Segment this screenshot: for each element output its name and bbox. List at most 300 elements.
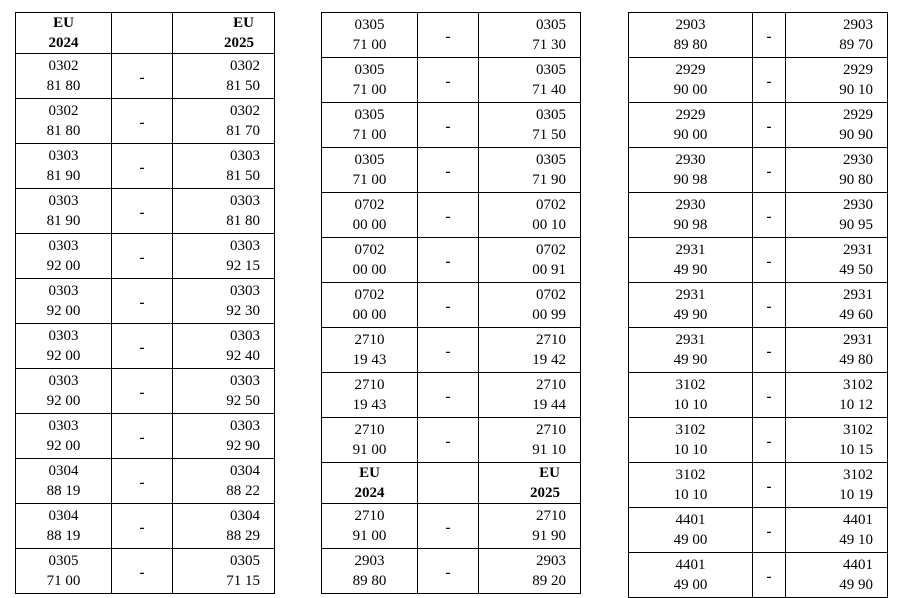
- code-heading: 0702: [536, 287, 566, 303]
- eu-2024-code-cell: [16, 54, 112, 99]
- eu-2024-code-cell: [629, 193, 753, 238]
- code-subheading: 81 90: [46, 213, 81, 229]
- code-heading: 4401: [675, 512, 706, 528]
- eu-2024-code-cell: [629, 13, 753, 58]
- eu-2025-code-cell: [479, 103, 581, 148]
- separator-dash: -: [753, 58, 786, 103]
- code-heading: 2931: [843, 332, 873, 348]
- table-row: [16, 504, 275, 549]
- eu-2025-code-cell: [786, 58, 888, 103]
- separator-dash: -: [753, 463, 786, 508]
- separator-dash: -: [418, 238, 479, 283]
- eu-2025-code-cell: [173, 13, 275, 54]
- code-subheading: 19 43: [352, 397, 387, 413]
- eu-2025-code-cell: [786, 508, 888, 553]
- eu-2024-code-cell: [322, 418, 418, 463]
- eu-2024-code-cell: [629, 508, 753, 553]
- eu-2025-code-cell: [173, 54, 275, 99]
- code-heading: 0302: [48, 103, 79, 119]
- separator-dash: -: [418, 193, 479, 238]
- correlation-table-1: [15, 12, 275, 594]
- code-subheading: 89 80: [352, 573, 387, 589]
- code-subheading: 92 00: [46, 258, 81, 274]
- column-header-line: 2025: [530, 485, 560, 501]
- code-heading: 2930: [843, 152, 873, 168]
- table-row: [322, 193, 581, 238]
- code-heading: 0305: [230, 553, 260, 569]
- table-row: [629, 328, 888, 373]
- eu-2025-code-cell: [479, 418, 581, 463]
- eu-2024-code-cell: [16, 99, 112, 144]
- code-heading: 0702: [536, 242, 566, 258]
- table-row: [16, 369, 275, 414]
- code-subheading: 90 98: [673, 217, 708, 233]
- eu-2025-code-cell: [786, 283, 888, 328]
- code-heading: 2931: [843, 242, 873, 258]
- code-subheading: 71 90: [532, 172, 566, 188]
- code-subheading: 00 00: [352, 307, 387, 323]
- eu-2025-code-cell: [479, 373, 581, 418]
- eu-2025-code-cell: [173, 279, 275, 324]
- separator-dash: -: [753, 373, 786, 418]
- code-heading: 2930: [675, 197, 706, 213]
- code-heading: 0305: [354, 107, 385, 123]
- eu-2025-code-cell: [173, 144, 275, 189]
- code-subheading: 71 00: [352, 82, 387, 98]
- table-row: [629, 238, 888, 283]
- eu-2025-code-cell: [479, 328, 581, 373]
- table-row: [629, 13, 888, 58]
- eu-2025-code-cell: [786, 103, 888, 148]
- eu-2025-code-cell: [479, 463, 581, 504]
- code-subheading: 88 29: [226, 528, 260, 544]
- code-heading: 0303: [48, 148, 79, 164]
- eu-2025-code-cell: [479, 148, 581, 193]
- code-heading: 0304: [48, 508, 79, 524]
- column-header-line: 2025: [224, 35, 254, 51]
- column-header-line: EU: [359, 465, 380, 481]
- eu-2025-code-cell: [786, 193, 888, 238]
- table-body: [629, 13, 888, 598]
- code-heading: 0303: [230, 238, 260, 254]
- eu-2024-code-cell: [322, 58, 418, 103]
- eu-2024-code-cell: [16, 189, 112, 234]
- code-heading: 4401: [843, 512, 873, 528]
- code-heading: 2929: [675, 62, 706, 78]
- code-heading: 0305: [48, 553, 79, 569]
- code-heading: 2931: [675, 287, 706, 303]
- eu-2024-code-cell: [322, 549, 418, 594]
- code-heading: 2903: [843, 17, 873, 33]
- eu-2025-code-cell: [173, 369, 275, 414]
- code-heading: 0702: [536, 197, 566, 213]
- code-heading: 0305: [354, 17, 385, 33]
- separator-dash: -: [112, 144, 173, 189]
- eu-2025-code-cell: [786, 373, 888, 418]
- eu-2024-code-cell: [629, 283, 753, 328]
- eu-2025-code-cell: [479, 193, 581, 238]
- eu-2025-code-cell: [173, 189, 275, 234]
- code-heading: 0303: [48, 283, 79, 299]
- separator-dash: -: [753, 148, 786, 193]
- code-heading: 2710: [536, 332, 566, 348]
- code-subheading: 49 90: [673, 352, 708, 368]
- code-subheading: 49 00: [673, 532, 708, 548]
- code-heading: 0305: [536, 107, 566, 123]
- eu-2024-code-cell: [16, 504, 112, 549]
- table-row: [16, 549, 275, 594]
- table-row: [322, 13, 581, 58]
- code-heading: 2931: [675, 242, 706, 258]
- code-heading: 0305: [536, 17, 566, 33]
- code-heading: 0702: [354, 197, 385, 213]
- code-subheading: 81 70: [226, 123, 260, 139]
- code-subheading: 88 19: [46, 483, 81, 499]
- separator-dash: -: [418, 549, 479, 594]
- eu-2024-code-cell: [322, 238, 418, 283]
- code-heading: 2903: [536, 553, 566, 569]
- column-header-line: EU: [53, 15, 74, 31]
- eu-2024-code-cell: [322, 504, 418, 549]
- eu-2025-code-cell: [786, 148, 888, 193]
- code-heading: 0702: [354, 242, 385, 258]
- eu-2024-code-cell: [629, 373, 753, 418]
- eu-2024-code-cell: [16, 549, 112, 594]
- separator-dash: -: [112, 504, 173, 549]
- correlation-table-2: [321, 12, 581, 594]
- column-header-line: 2024: [48, 35, 79, 51]
- column-header-line: 2024: [354, 485, 385, 501]
- code-heading: 0303: [48, 193, 79, 209]
- eu-2024-code-cell: [322, 283, 418, 328]
- code-subheading: 81 80: [46, 123, 81, 139]
- code-heading: 3102: [675, 467, 706, 483]
- code-subheading: 19 42: [532, 352, 566, 368]
- code-subheading: 00 10: [532, 217, 566, 233]
- table-row: [322, 103, 581, 148]
- code-heading: 2931: [843, 287, 873, 303]
- code-subheading: 89 70: [839, 37, 873, 53]
- code-heading: 2710: [354, 377, 385, 393]
- code-heading: 3102: [843, 377, 873, 393]
- table-row: [629, 373, 888, 418]
- eu-2024-code-cell: [629, 418, 753, 463]
- separator-dash: -: [418, 328, 479, 373]
- code-subheading: 49 90: [673, 262, 708, 278]
- eu-2025-code-cell: [479, 283, 581, 328]
- code-subheading: 71 40: [532, 82, 566, 98]
- code-heading: 2903: [354, 553, 385, 569]
- table-row: [629, 463, 888, 508]
- eu-2024-code-cell: [629, 58, 753, 103]
- code-heading: 0305: [536, 62, 566, 78]
- table-row: [629, 193, 888, 238]
- code-subheading: 90 98: [673, 172, 708, 188]
- eu-2024-code-cell: [629, 463, 753, 508]
- code-subheading: 90 00: [673, 127, 708, 143]
- code-subheading: 92 00: [46, 393, 81, 409]
- code-heading: 0303: [230, 148, 260, 164]
- code-subheading: 49 10: [839, 532, 873, 548]
- code-heading: 2710: [536, 377, 566, 393]
- separator-dash: -: [753, 13, 786, 58]
- separator-dash: -: [112, 459, 173, 504]
- code-subheading: 71 30: [532, 37, 566, 53]
- table-body: [322, 13, 581, 594]
- separator-dash: -: [112, 54, 173, 99]
- separator-dash: -: [112, 279, 173, 324]
- separator-dash: -: [418, 58, 479, 103]
- table-row: [16, 279, 275, 324]
- code-heading: 0304: [48, 463, 79, 479]
- separator-dash: -: [112, 234, 173, 279]
- eu-2025-code-cell: [479, 504, 581, 549]
- code-heading: 0305: [354, 152, 385, 168]
- code-heading: 2931: [675, 332, 706, 348]
- code-heading: 0303: [48, 238, 79, 254]
- table-row: [322, 328, 581, 373]
- code-heading: 0303: [48, 418, 79, 434]
- code-subheading: 92 00: [46, 303, 81, 319]
- code-subheading: 00 00: [352, 217, 387, 233]
- code-heading: 0304: [230, 463, 260, 479]
- code-subheading: 92 40: [226, 348, 260, 364]
- code-subheading: 91 90: [532, 528, 566, 544]
- code-heading: 0304: [230, 508, 260, 524]
- column-header-line: EU: [539, 465, 560, 481]
- separator-dash: -: [112, 189, 173, 234]
- table-row: [629, 553, 888, 598]
- code-subheading: 91 00: [352, 442, 387, 458]
- code-heading: 2710: [536, 422, 566, 438]
- eu-2024-code-cell: [322, 373, 418, 418]
- code-heading: 2903: [675, 17, 706, 33]
- eu-2025-code-cell: [786, 463, 888, 508]
- correlation-table-3: [628, 12, 888, 598]
- separator-dash: -: [418, 504, 479, 549]
- empty-header-cell: [418, 463, 479, 504]
- eu-2025-code-cell: [173, 549, 275, 594]
- code-subheading: 92 15: [226, 258, 260, 274]
- code-heading: 0303: [230, 328, 260, 344]
- code-heading: 2929: [843, 62, 873, 78]
- separator-dash: -: [418, 283, 479, 328]
- eu-2024-code-cell: [16, 13, 112, 54]
- code-heading: 0305: [536, 152, 566, 168]
- table-row: [16, 459, 275, 504]
- table-row: [322, 238, 581, 283]
- code-subheading: 91 00: [352, 528, 387, 544]
- table-row: [322, 418, 581, 463]
- code-heading: 0303: [230, 193, 260, 209]
- code-subheading: 71 00: [352, 127, 387, 143]
- table-row: [322, 148, 581, 193]
- separator-dash: -: [418, 13, 479, 58]
- header-row: [16, 13, 275, 54]
- eu-2025-code-cell: [786, 238, 888, 283]
- code-subheading: 71 15: [226, 573, 260, 589]
- eu-2025-code-cell: [173, 504, 275, 549]
- eu-2024-code-cell: [322, 148, 418, 193]
- separator-dash: -: [753, 553, 786, 598]
- code-subheading: 49 90: [839, 577, 873, 593]
- eu-2025-code-cell: [479, 549, 581, 594]
- code-subheading: 71 00: [352, 37, 387, 53]
- separator-dash: -: [753, 103, 786, 148]
- eu-2024-code-cell: [16, 234, 112, 279]
- table-row: [322, 549, 581, 594]
- code-heading: 3102: [843, 422, 873, 438]
- code-subheading: 91 10: [532, 442, 566, 458]
- table-row: [629, 283, 888, 328]
- code-subheading: 19 44: [532, 397, 566, 413]
- code-heading: 0305: [354, 62, 385, 78]
- eu-2024-code-cell: [629, 328, 753, 373]
- code-heading: 0702: [354, 287, 385, 303]
- eu-2025-code-cell: [786, 13, 888, 58]
- table-row: [629, 58, 888, 103]
- eu-2025-code-cell: [479, 58, 581, 103]
- header-row: [322, 463, 581, 504]
- code-heading: 0303: [230, 373, 260, 389]
- table-row: [322, 504, 581, 549]
- code-subheading: 10 10: [673, 487, 708, 503]
- code-subheading: 81 90: [46, 168, 81, 184]
- eu-2024-code-cell: [322, 328, 418, 373]
- table-row: [16, 99, 275, 144]
- column-header-line: EU: [233, 15, 254, 31]
- code-subheading: 92 30: [226, 303, 260, 319]
- code-heading: 0302: [48, 58, 79, 74]
- code-heading: 0303: [48, 328, 79, 344]
- code-subheading: 49 00: [673, 577, 708, 593]
- code-subheading: 81 80: [226, 213, 260, 229]
- code-heading: 0302: [230, 103, 260, 119]
- eu-2025-code-cell: [786, 328, 888, 373]
- eu-2025-code-cell: [173, 459, 275, 504]
- separator-dash: -: [112, 369, 173, 414]
- code-subheading: 81 50: [226, 168, 260, 184]
- code-subheading: 49 80: [839, 352, 873, 368]
- eu-2024-code-cell: [322, 13, 418, 58]
- code-subheading: 10 10: [673, 442, 708, 458]
- eu-2024-code-cell: [16, 459, 112, 504]
- eu-2024-code-cell: [322, 103, 418, 148]
- table-row: [16, 414, 275, 459]
- eu-2025-code-cell: [786, 418, 888, 463]
- table-row: [16, 189, 275, 234]
- eu-2024-code-cell: [629, 238, 753, 283]
- table-row: [629, 103, 888, 148]
- eu-2025-code-cell: [173, 99, 275, 144]
- separator-dash: -: [112, 99, 173, 144]
- eu-2024-code-cell: [16, 414, 112, 459]
- code-subheading: 90 95: [839, 217, 873, 233]
- code-subheading: 88 22: [226, 483, 260, 499]
- code-heading: 2710: [354, 332, 385, 348]
- eu-2024-code-cell: [629, 553, 753, 598]
- code-subheading: 90 10: [839, 82, 873, 98]
- separator-dash: -: [112, 414, 173, 459]
- code-subheading: 00 91: [532, 262, 566, 278]
- code-subheading: 49 90: [673, 307, 708, 323]
- eu-2025-code-cell: [479, 238, 581, 283]
- code-subheading: 92 00: [46, 348, 81, 364]
- table-row: [16, 234, 275, 279]
- separator-dash: -: [418, 103, 479, 148]
- code-heading: 0302: [230, 58, 260, 74]
- code-heading: 3102: [675, 422, 706, 438]
- table-row: [629, 148, 888, 193]
- code-heading: 2710: [354, 508, 385, 524]
- empty-header-cell: [112, 13, 173, 54]
- table-row: [16, 54, 275, 99]
- code-heading: 2710: [354, 422, 385, 438]
- eu-2025-code-cell: [173, 414, 275, 459]
- code-heading: 0303: [48, 373, 79, 389]
- code-subheading: 81 80: [46, 78, 81, 94]
- code-subheading: 89 20: [532, 573, 566, 589]
- code-heading: 3102: [843, 467, 873, 483]
- table-row: [322, 373, 581, 418]
- eu-2025-code-cell: [479, 13, 581, 58]
- table-row: [16, 144, 275, 189]
- code-heading: 2930: [675, 152, 706, 168]
- code-subheading: 92 50: [226, 393, 260, 409]
- eu-2024-code-cell: [16, 369, 112, 414]
- code-heading: 4401: [843, 557, 873, 573]
- table-body: [16, 13, 275, 594]
- code-subheading: 49 60: [839, 307, 873, 323]
- code-subheading: 10 15: [839, 442, 873, 458]
- code-subheading: 81 50: [226, 78, 260, 94]
- code-subheading: 10 19: [839, 487, 873, 503]
- code-subheading: 90 00: [673, 82, 708, 98]
- eu-2024-code-cell: [629, 148, 753, 193]
- code-heading: 2930: [843, 197, 873, 213]
- table-row: [629, 418, 888, 463]
- eu-2024-code-cell: [629, 103, 753, 148]
- eu-2025-code-cell: [173, 234, 275, 279]
- separator-dash: -: [753, 508, 786, 553]
- code-subheading: 92 90: [226, 438, 260, 454]
- separator-dash: -: [753, 193, 786, 238]
- code-heading: 0303: [230, 283, 260, 299]
- code-subheading: 90 80: [839, 172, 873, 188]
- table-row: [629, 508, 888, 553]
- eu-2024-code-cell: [322, 193, 418, 238]
- separator-dash: -: [753, 238, 786, 283]
- code-subheading: 10 12: [839, 397, 873, 413]
- code-heading: 2929: [843, 107, 873, 123]
- table-row: [322, 283, 581, 328]
- eu-2024-code-cell: [16, 144, 112, 189]
- table-row: [322, 58, 581, 103]
- code-subheading: 92 00: [46, 438, 81, 454]
- code-subheading: 71 00: [46, 573, 81, 589]
- separator-dash: -: [418, 148, 479, 193]
- code-subheading: 90 90: [839, 127, 873, 143]
- code-subheading: 49 50: [839, 262, 873, 278]
- separator-dash: -: [112, 324, 173, 369]
- code-subheading: 10 10: [673, 397, 708, 413]
- separator-dash: -: [418, 373, 479, 418]
- eu-2024-code-cell: [16, 324, 112, 369]
- separator-dash: -: [112, 549, 173, 594]
- code-heading: 3102: [675, 377, 706, 393]
- code-subheading: 88 19: [46, 528, 81, 544]
- eu-2025-code-cell: [786, 553, 888, 598]
